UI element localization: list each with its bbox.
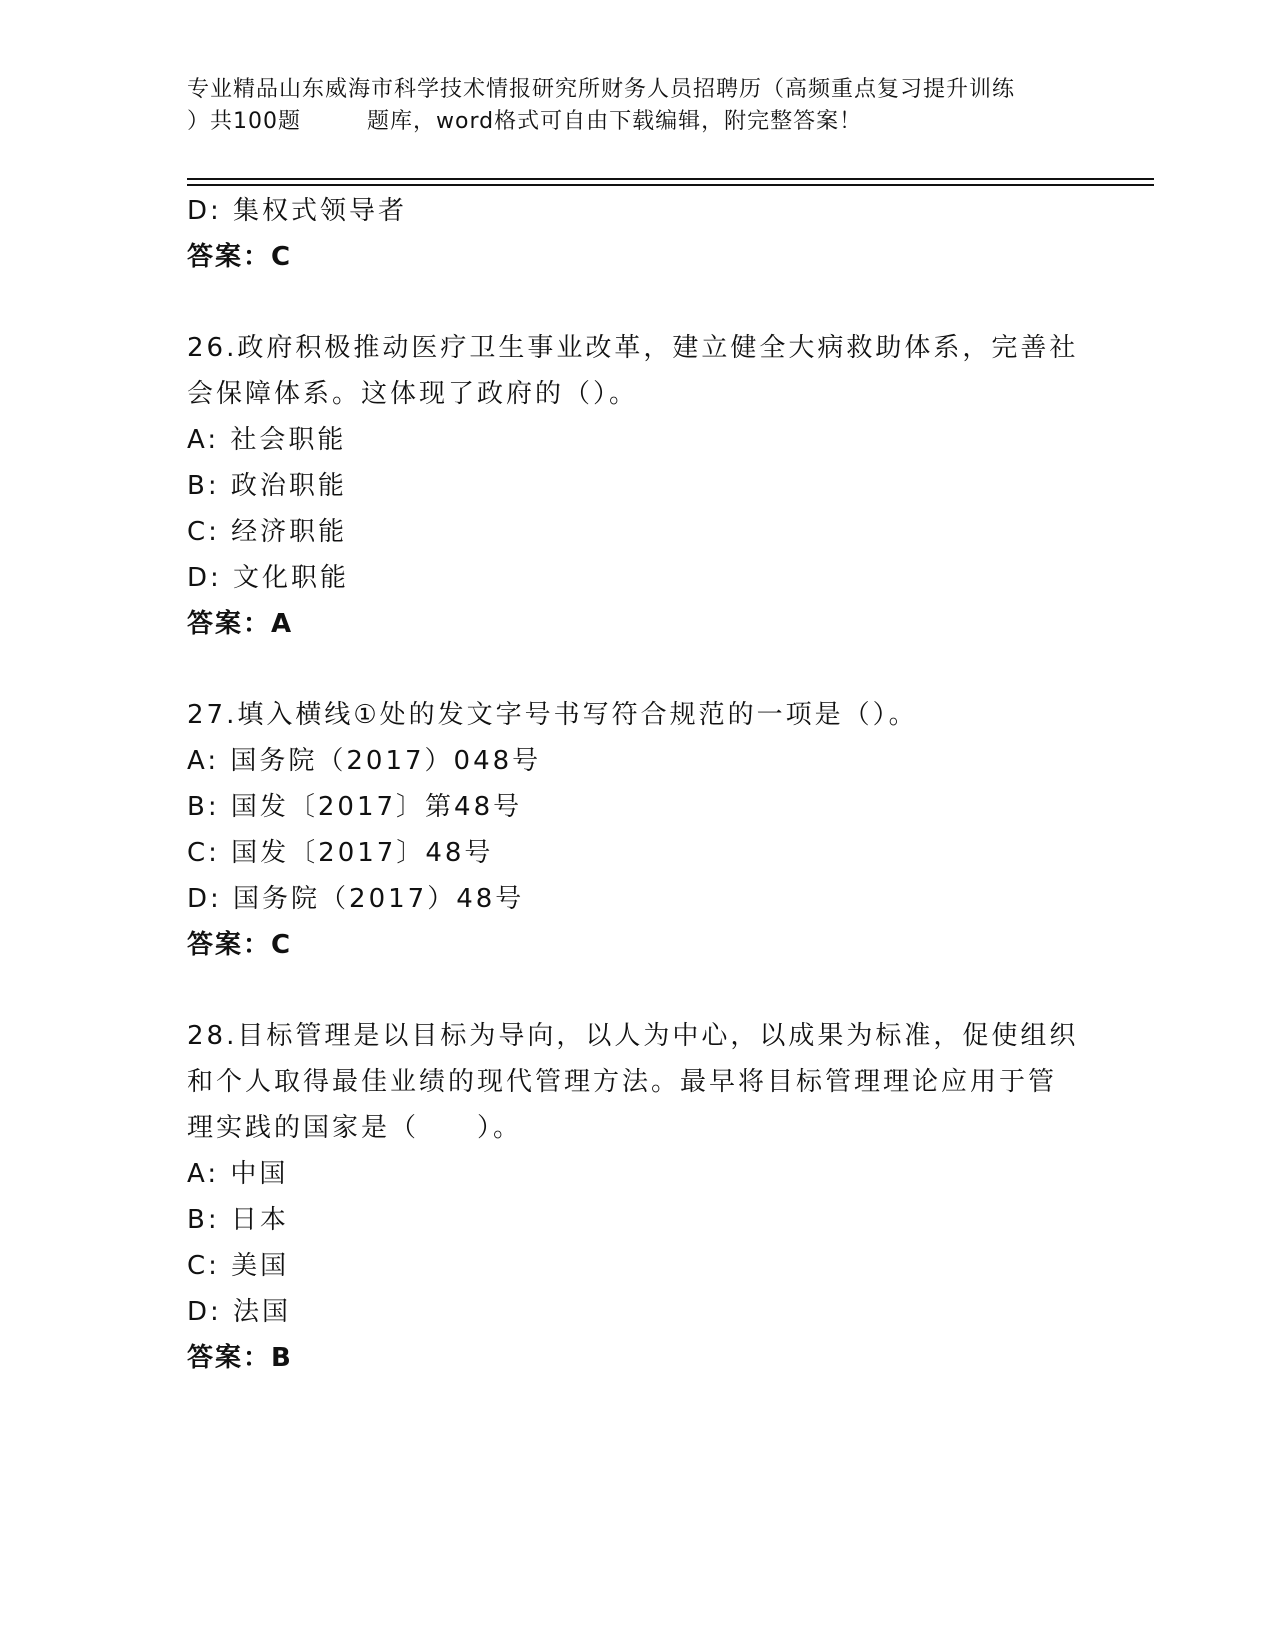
option-b: B: 日本 xyxy=(187,1205,289,1235)
header-divider-bottom xyxy=(187,184,1154,186)
header-title-line-2 xyxy=(187,106,1087,138)
prev-option-d: D: 集权式领导者 xyxy=(187,196,408,226)
option-b: B: 政治职能 xyxy=(187,471,347,501)
option-c: C: 美国 xyxy=(187,1251,290,1281)
option-a: A: 中国 xyxy=(187,1159,289,1189)
option-d: D: 国务院（2017）48号 xyxy=(187,884,525,914)
answer: 答案：A xyxy=(187,609,294,639)
header-count: ）共100题 xyxy=(187,109,301,134)
option-c: C: 国发〔2017〕48号 xyxy=(187,838,494,868)
option-d: D: 法国 xyxy=(187,1297,292,1327)
option-a: A: 国务院（2017）048号 xyxy=(187,746,542,776)
prev-answer: 答案：C xyxy=(187,242,293,272)
question-28 xyxy=(187,1013,1087,1381)
header-description: 题库，word格式可自由下载编辑，附完整答案！ xyxy=(367,109,863,134)
question-text-line: 27.填入横线①处的发文字号书写符合规范的一项是（）。 xyxy=(187,700,918,730)
answer: 答案：B xyxy=(187,1343,293,1373)
question-content xyxy=(187,188,1087,1381)
question-text-line: 26.政府积极推动医疗卫生事业改革，建立健全大病救助体系，完善社 xyxy=(187,333,1079,363)
option-b: B: 国发〔2017〕第48号 xyxy=(187,792,523,822)
option-c: C: 经济职能 xyxy=(187,517,348,547)
answer: 答案：C xyxy=(187,930,293,960)
question-text-line: 28.目标管理是以目标为导向，以人为中心，以成果为标准，促使组织 xyxy=(187,1021,1079,1051)
question-text-line: 理实践的国家是（ ）。 xyxy=(187,1113,523,1143)
question-26 xyxy=(187,325,1087,647)
question-text-line: 和个人取得最佳业绩的现代管理方法。最早将目标管理理论应用于管 xyxy=(187,1067,1058,1097)
header-divider-top xyxy=(187,178,1154,180)
option-d: D: 文化职能 xyxy=(187,563,350,593)
question-text-line: 会保障体系。这体现了政府的（）。 xyxy=(187,379,639,409)
option-a: A: 社会职能 xyxy=(187,425,347,455)
header-title-line-1: 专业精品山东威海市科学技术情报研究所财务人员招聘历（高频重点复习提升训练 xyxy=(187,77,1016,102)
question-27 xyxy=(187,692,1087,968)
page-header xyxy=(187,74,1087,138)
